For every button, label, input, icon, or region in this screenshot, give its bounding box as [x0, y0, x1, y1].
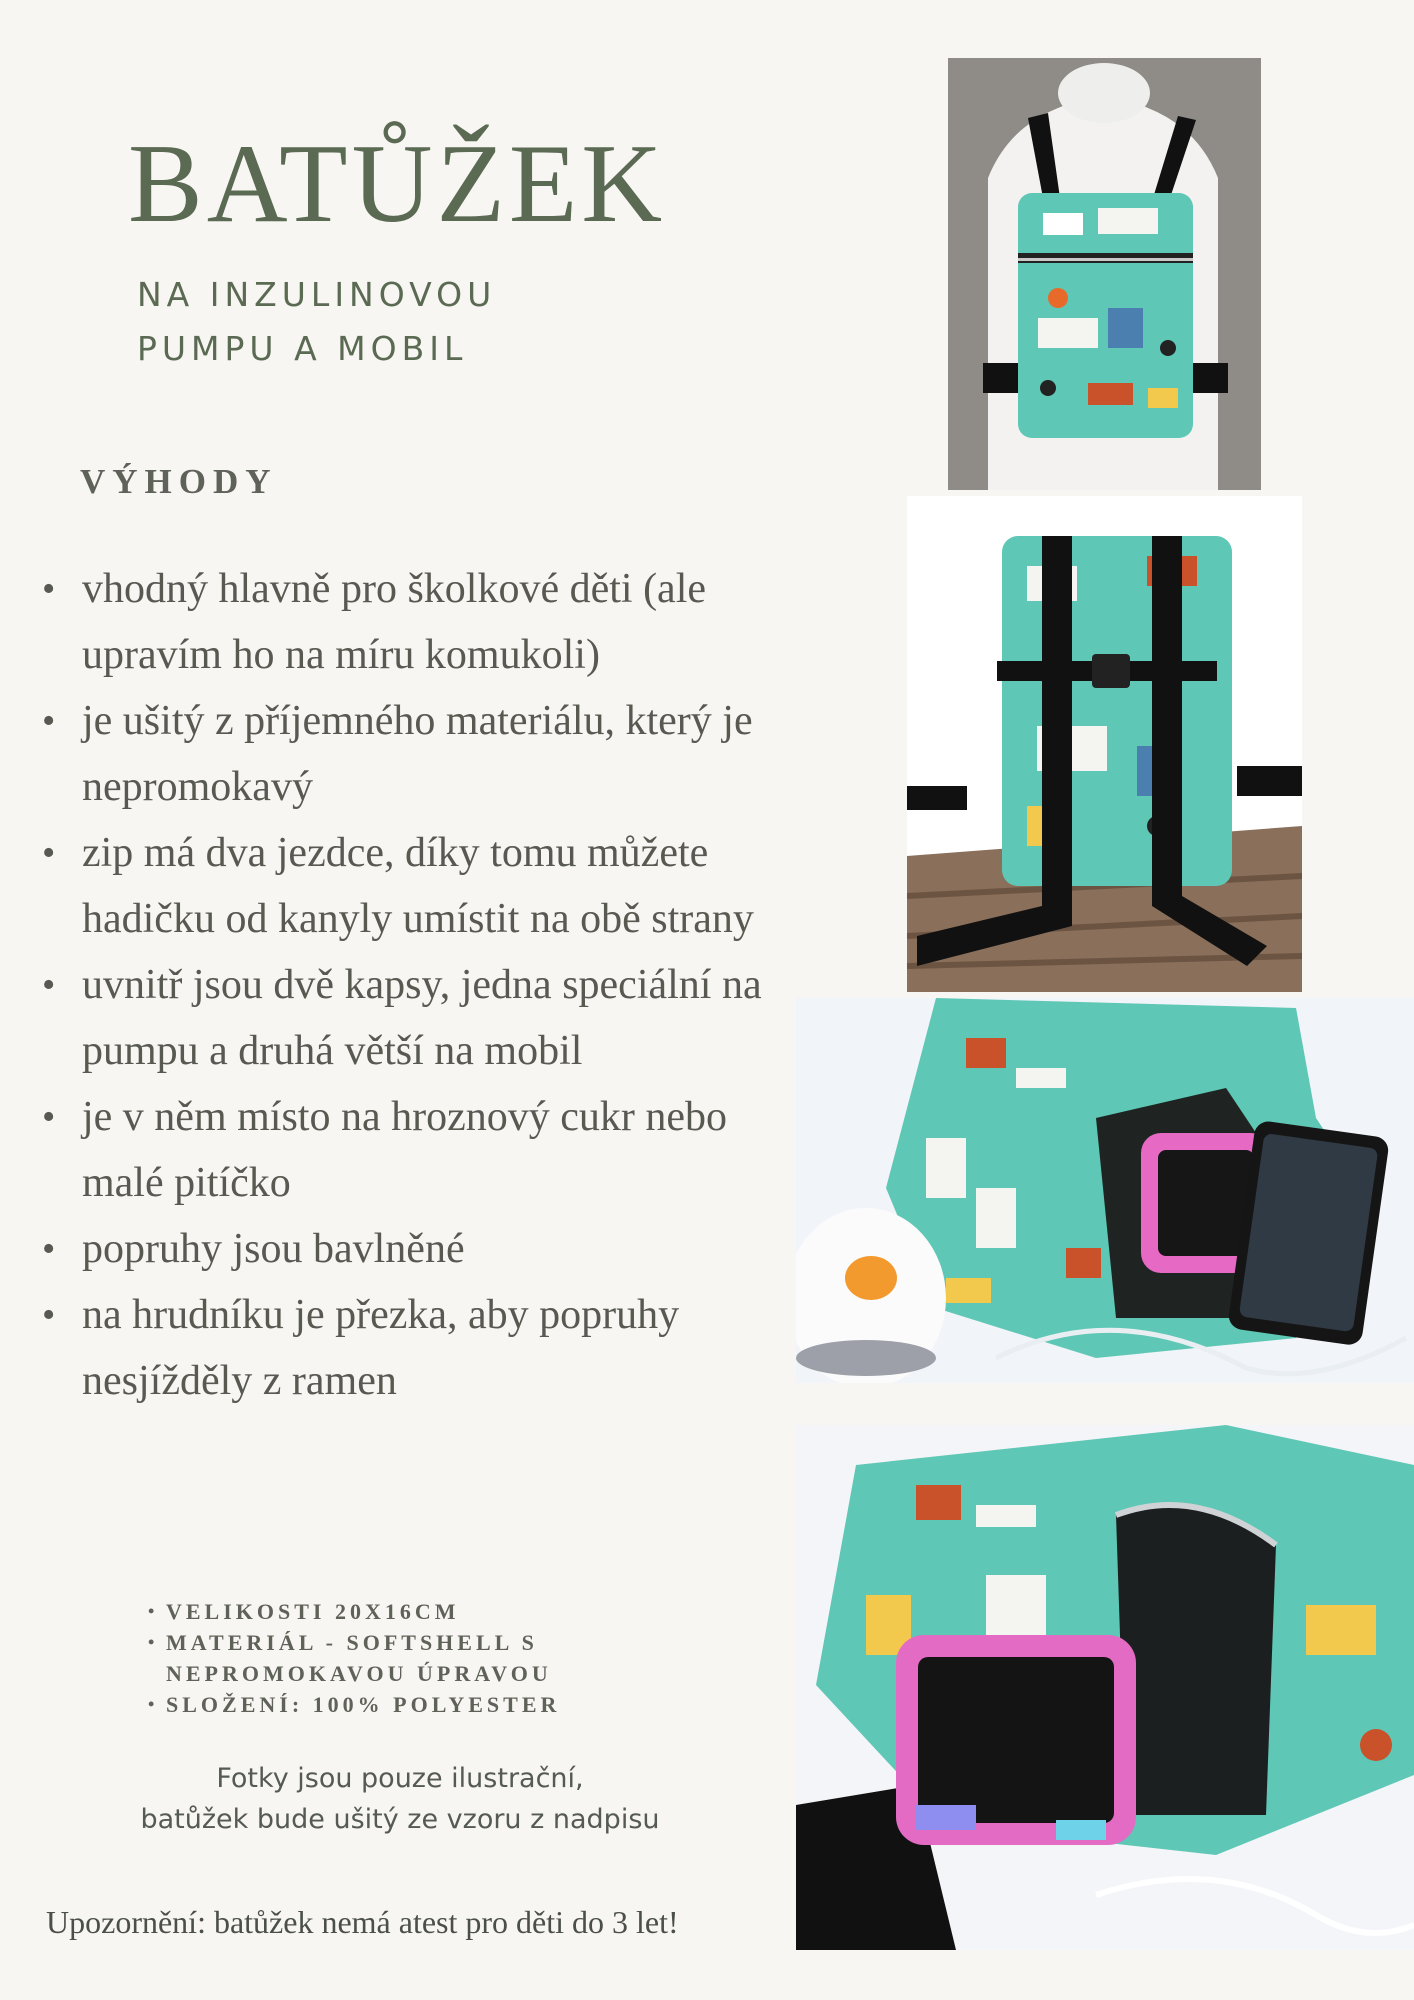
- note-line: Fotky jsou pouze ilustrační,: [216, 1763, 584, 1794]
- benefit-item: • uvnitř jsou dvě kapsy, jedna speciální na pumpu a druhá větší na mobil: [40, 952, 800, 1084]
- pump-in-pocket-photo: [796, 1425, 1414, 1950]
- subtitle-line: PUMPU A MOBIL: [137, 329, 468, 368]
- page-title: BATŮŽEK: [128, 122, 667, 246]
- spec-material: • MATERIÁL - SOFTSHELL S NEPROMOKAVOU ÚPRAVOU: [148, 1627, 560, 1689]
- benefit-item: • vhodný hlavně pro školkové děti (ale upravím ho na míru komukoli): [40, 556, 800, 688]
- note-line: batůžek bude ušitý ze vzoru z nadpisu: [140, 1804, 660, 1835]
- spec-composition: • SLOŽENÍ: 100% POLYESTER: [148, 1689, 560, 1720]
- benefit-item: • popruhy jsou bavlněné: [40, 1216, 800, 1282]
- benefit-item: • zip má dva jezdce, díky tomu můžete hadičku od kanyly umístit na obě strany: [40, 820, 800, 952]
- photo-disclaimer: [70, 1758, 730, 1840]
- front-view-photo: [948, 58, 1261, 490]
- age-warning: Upozornění: batůžek nemá atest pro děti do 3 let!: [46, 1904, 679, 1940]
- subtitle-line: NA INZULINOVOU: [137, 275, 497, 314]
- benefit-item: • na hrudníku je přezka, aby popruhy nesjížděly z ramen: [40, 1282, 800, 1414]
- benefit-item: • je ušitý z příjemného materiálu, který je nepromokavý: [40, 688, 800, 820]
- open-pocket-photo: [796, 998, 1414, 1383]
- subtitle: [137, 268, 496, 376]
- back-view-photo: [907, 496, 1302, 992]
- benefits-list: [40, 556, 800, 1414]
- spec-size: • VELIKOSTI 20X16CM: [148, 1596, 560, 1627]
- specs-list: [148, 1596, 560, 1720]
- benefits-heading: VÝHODY: [80, 462, 278, 501]
- benefit-item: • je v něm místo na hroznový cukr nebo malé pitíčko: [40, 1084, 800, 1216]
